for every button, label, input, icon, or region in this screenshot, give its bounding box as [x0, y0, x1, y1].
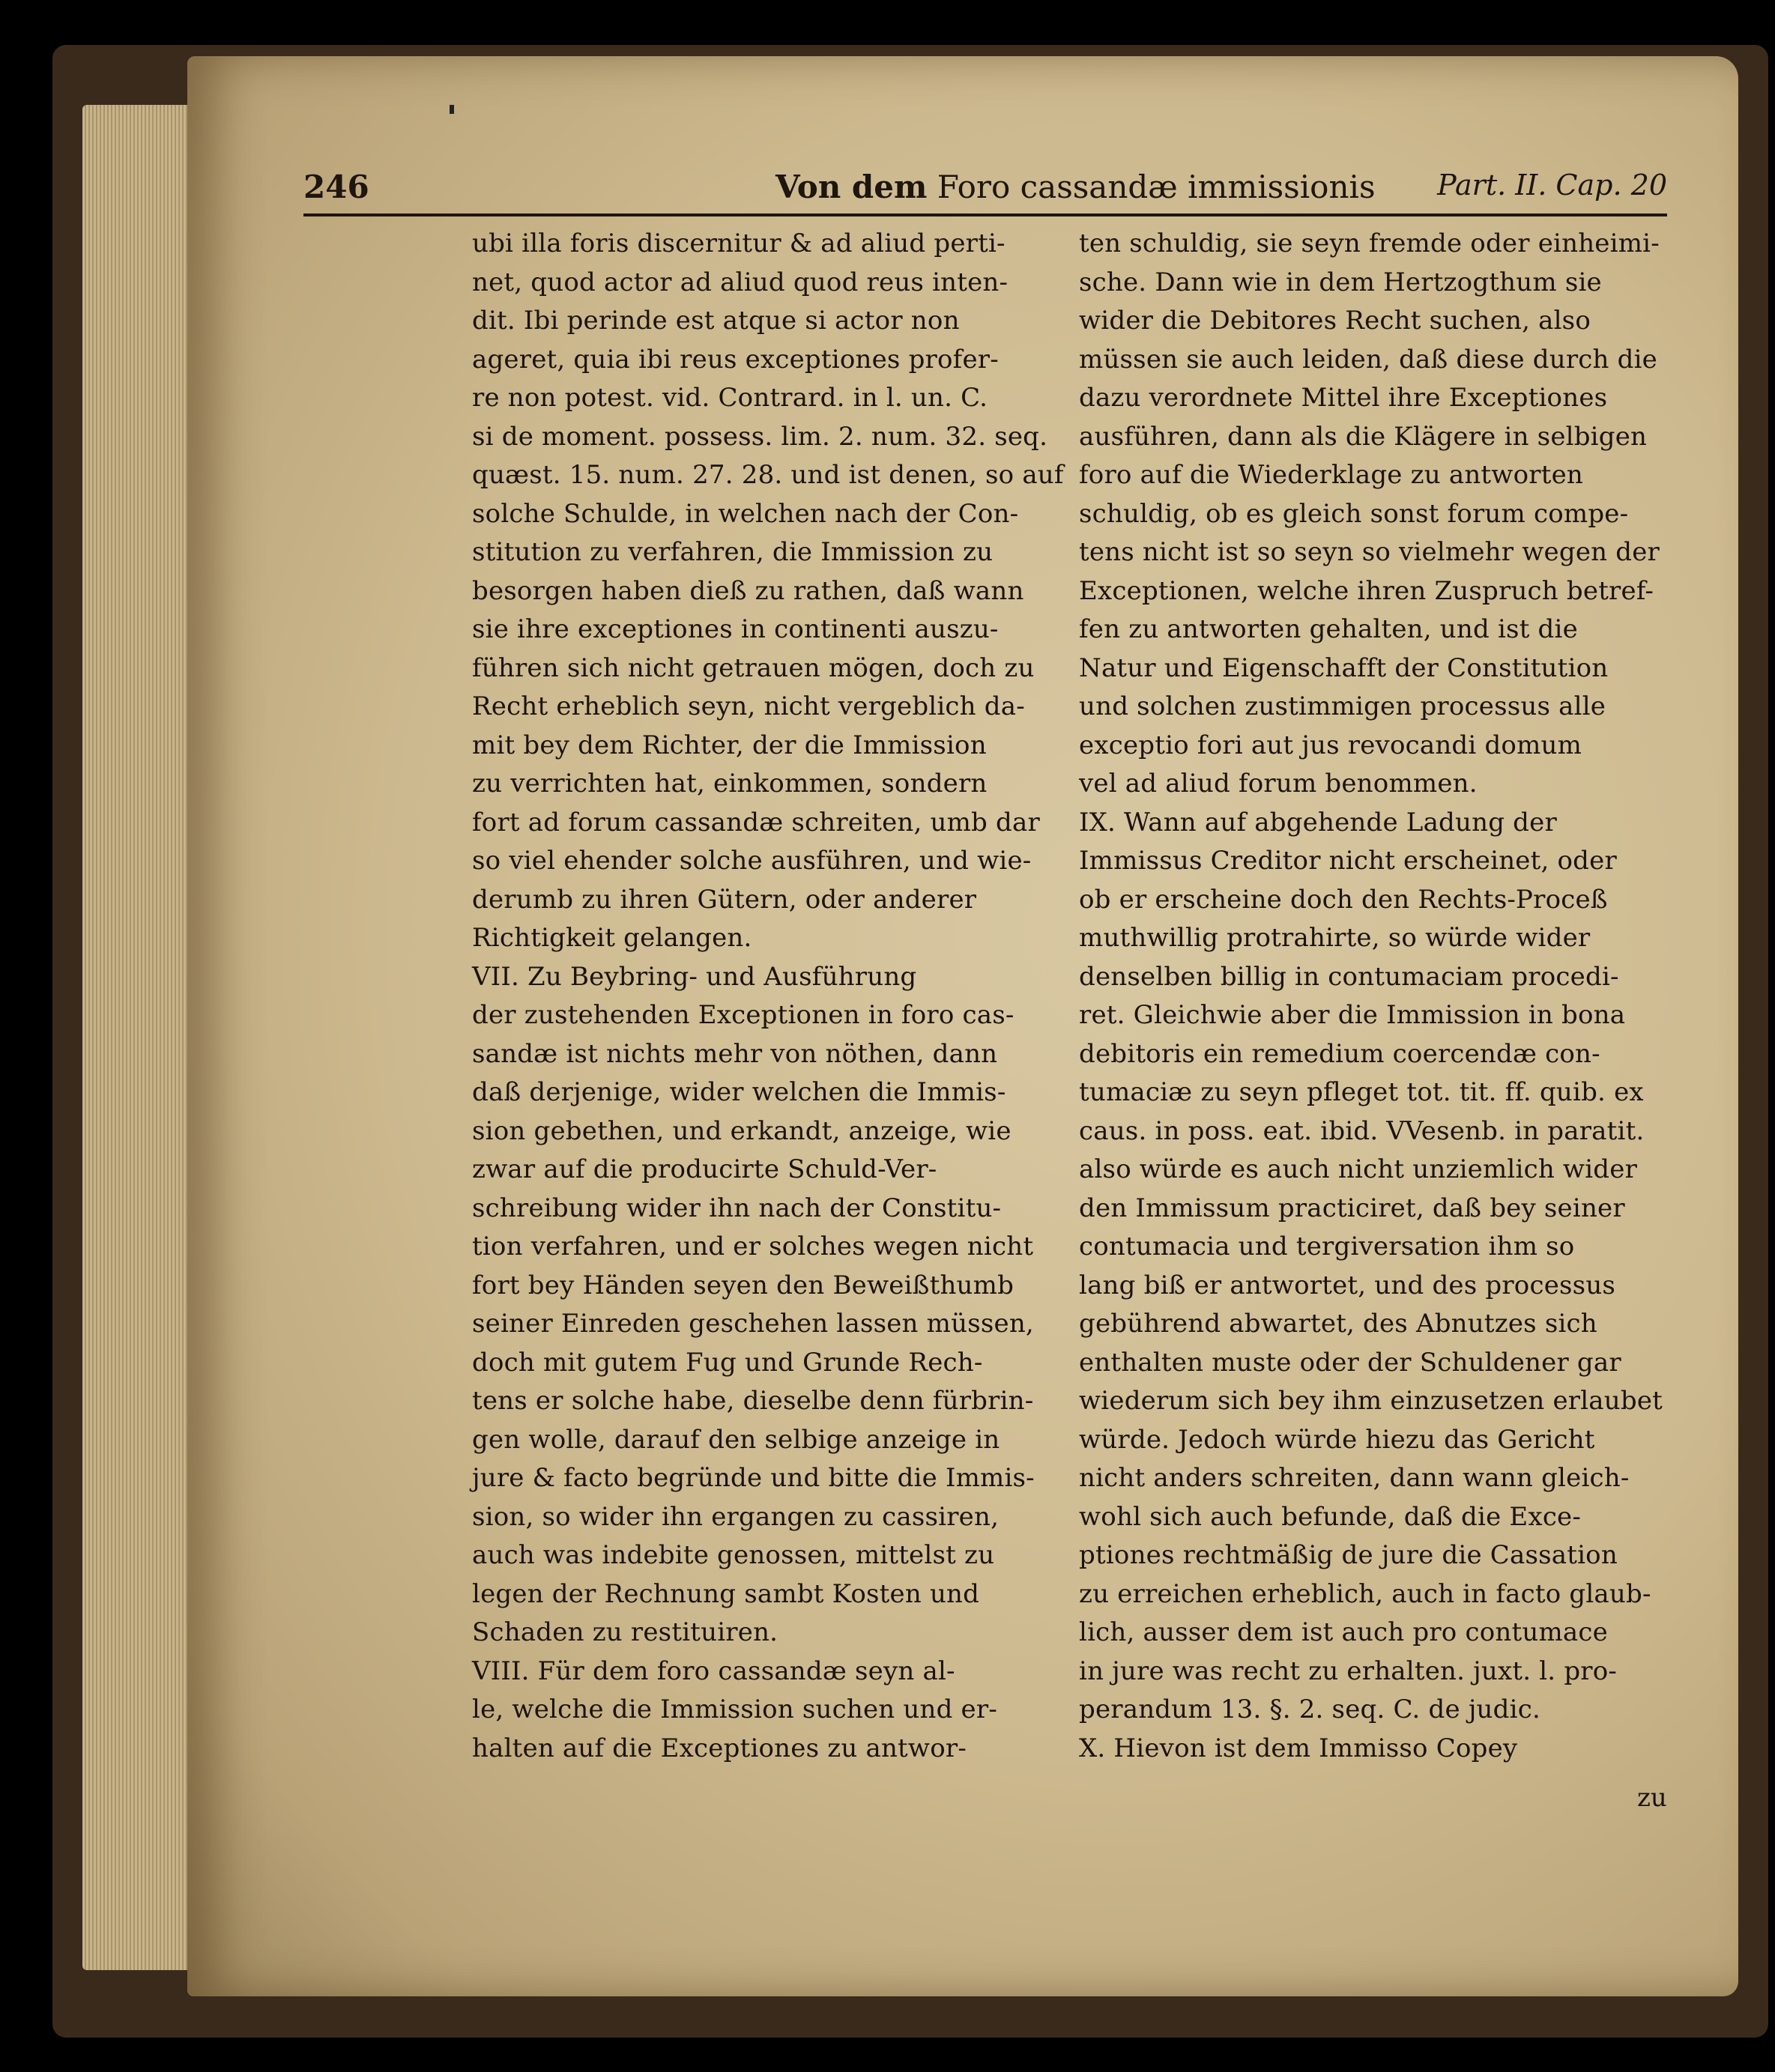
running-title-rest: Foro cassandæ immissionis	[937, 169, 1376, 205]
text-line: seiner Einreden geschehen lassen müssen,	[472, 1309, 1034, 1339]
text-line: sandæ ist nichts mehr von nöthen, dann	[472, 1038, 998, 1069]
text-line: re non potest. vid. Contrard. in l. un. C.	[472, 383, 988, 413]
text-line: sche. Dann wie in dem Hertzogthum sie	[1079, 267, 1602, 297]
text-line: tens er solche habe, dieselbe denn fürbrin-	[472, 1386, 1034, 1416]
text-line: lich, ausser dem ist auch pro contumace	[1079, 1617, 1608, 1647]
text-line: fort ad forum cassandæ schreiten, umb dar	[472, 807, 1040, 837]
text-line: und solchen zustimmigen processus alle	[1079, 691, 1606, 721]
text-line: ausführen, dann als die Klägere in selbigen	[1079, 421, 1648, 452]
text-line: daß derjenige, wider welchen die Immis-	[472, 1077, 1006, 1107]
text-line: Schaden zu restituiren.	[472, 1617, 778, 1647]
text-line: halten auf die Exceptiones zu antwor-	[472, 1733, 967, 1763]
text-line: fen zu antworten gehalten, und ist die	[1079, 614, 1578, 644]
text-line: zu verrichten hat, einkommen, sondern	[472, 769, 988, 799]
text-line: Exceptionen, welche ihren Zuspruch betref-	[1079, 575, 1654, 606]
text-line: tion verfahren, und er solches wegen nicht	[472, 1232, 1034, 1261]
text-line: caus. in poss. eat. ibid. VVesenb. in paratit.	[1079, 1115, 1645, 1146]
running-title-bold: Von dem	[775, 169, 928, 205]
text-line: quæst. 15. num. 27. 28. und ist denen, so auf	[472, 460, 1064, 490]
text-line: schreibung wider ihn nach der Constitu-	[472, 1193, 1002, 1223]
ink-mark	[450, 105, 454, 114]
text-line: schuldig, ob es gleich sonst forum compe-	[1079, 498, 1629, 529]
text-line: fort bey Händen seyen den Beweißthumb	[472, 1270, 1014, 1300]
text-line: exceptio fori aut jus revocandi domum	[1079, 730, 1582, 760]
text-line: führen sich nicht getrauen mögen, doch zu	[472, 652, 1035, 683]
text-line: ptiones rechtmäßig de jure die Cassation	[1079, 1540, 1618, 1570]
text-line: tumaciæ zu seyn pfleget tot. tit. ff. quib. ex	[1079, 1077, 1644, 1107]
part-chapter: Part. II. Cap. 20	[1437, 169, 1667, 202]
text-line: gebührend abwartet, des Abnutzes sich	[1079, 1309, 1597, 1339]
text-line: VII. Zu Beybring- und Ausführung	[472, 961, 917, 992]
text-line: mit bey dem Richter, der die Immission	[472, 730, 987, 760]
page-number: 246	[303, 169, 369, 205]
text-line: doch mit gutem Fug und Grunde Rech-	[472, 1347, 983, 1378]
right-column	[1079, 225, 1663, 1768]
text-line: nicht anders schreiten, dann wann gleich-	[1079, 1463, 1630, 1493]
text-line: muthwillig protrahirte, so würde wider	[1079, 923, 1591, 953]
text-line: also würde es auch nicht unziemlich wider	[1079, 1154, 1638, 1184]
text-line: sion gebethen, und erkandt, anzeige, wie	[472, 1115, 1012, 1146]
text-line: in jure was recht zu erhalten. juxt. l. pro-	[1079, 1656, 1618, 1686]
text-line: sie ihre exceptiones in continenti auszu-	[472, 614, 999, 644]
text-line: le, welche die Immission suchen und er-	[472, 1694, 998, 1724]
text-line: zwar auf die producirte Schuld-Ver-	[472, 1154, 937, 1184]
text-line: X. Hievon ist dem Immisso Copey	[1079, 1733, 1518, 1763]
text-line: legen der Rechnung sambt Kosten und	[472, 1578, 980, 1609]
text-line: sion, so wider ihn ergangen zu cassiren,	[472, 1501, 1000, 1532]
text-line: Recht erheblich seyn, nicht vergeblich da-	[472, 691, 1025, 721]
text-line: lang biß er antwortet, und des processus	[1079, 1270, 1616, 1300]
text-line: Natur und Eigenschafft der Constitution	[1079, 652, 1609, 683]
text-line: denselben billig in contumaciam procedi-	[1079, 961, 1619, 992]
text-line: ageret, quia ibi reus exceptiones profer-	[472, 344, 999, 375]
text-line: ten schuldig, sie seyn fremde oder einheimi-	[1079, 228, 1660, 258]
text-line: ret. Gleichwie aber die Immission in bona	[1079, 1000, 1626, 1030]
text-line: solche Schulde, in welchen nach der Con-	[472, 498, 1019, 529]
text-line: würde. Jedoch würde hiezu das Gericht	[1079, 1424, 1595, 1455]
text-line: net, quod actor ad aliud quod reus inten-	[472, 267, 1009, 297]
text-line: jure & facto begründe und bitte die Immis-	[472, 1463, 1035, 1493]
text-line: der zustehenden Exceptionen in foro cas-	[472, 1000, 1014, 1030]
text-line: zu erreichen erheblich, auch in facto glaub-	[1079, 1578, 1651, 1609]
text-line: wider die Debitores Recht suchen, also	[1079, 306, 1591, 336]
page-edges	[82, 105, 202, 1970]
text-line: debitoris ein remedium coercendæ con-	[1079, 1038, 1600, 1069]
text-line: VIII. Für dem foro cassandæ seyn al-	[472, 1656, 955, 1686]
text-line: auch was indebite genossen, mittelst zu	[472, 1540, 995, 1570]
text-line: dit. Ibi perinde est atque si actor non	[472, 306, 960, 336]
text-line: wiederum sich bey ihm einzusetzen erlaubet	[1079, 1386, 1663, 1416]
left-column	[472, 225, 1064, 1768]
text-line: wohl sich auch befunde, daß die Exce-	[1079, 1501, 1582, 1532]
running-title	[775, 169, 1376, 205]
text-line: Richtigkeit gelangen.	[472, 923, 752, 953]
text-line: IX. Wann auf abgehende Ladung der	[1079, 807, 1557, 837]
text-line: gen wolle, darauf den selbige anzeige in	[472, 1424, 1000, 1455]
text-line: besorgen haben dieß zu rathen, daß wann	[472, 575, 1024, 606]
catchword: zu	[1637, 1783, 1667, 1813]
text-line: tens nicht ist so seyn so vielmehr wegen der	[1079, 537, 1660, 567]
text-line: si de moment. possess. lim. 2. num. 32. seq.	[472, 421, 1048, 452]
text-line: contumacia und tergiversation ihm so	[1079, 1232, 1575, 1261]
text-line: vel ad aliud forum benommen.	[1079, 769, 1478, 799]
text-line: so viel ehender solche ausführen, und wie-	[472, 846, 1032, 876]
text-line: stitution zu verfahren, die Immission zu	[472, 537, 994, 567]
text-line: müssen sie auch leiden, daß diese durch die	[1079, 344, 1658, 375]
text-line: ubi illa foris discernitur & ad aliud perti-	[472, 228, 1006, 258]
text-line: dazu verordnete Mittel ihre Exceptiones	[1079, 383, 1608, 413]
text-line: enthalten muste oder der Schuldener gar	[1079, 1347, 1621, 1378]
text-line: ob er erscheine doch den Rechts-Proceß	[1079, 884, 1608, 915]
text-line: den Immissum practiciret, daß bey seiner	[1079, 1193, 1625, 1223]
text-line: Immissus Creditor nicht erscheinet, oder	[1079, 846, 1617, 876]
text-line: derumb zu ihren Gütern, oder anderer	[472, 884, 977, 915]
text-line: perandum 13. §. 2. seq. C. de judic.	[1079, 1694, 1540, 1724]
page-header	[303, 169, 1667, 216]
text-line: foro auf die Wiederklage zu antworten	[1079, 460, 1583, 490]
